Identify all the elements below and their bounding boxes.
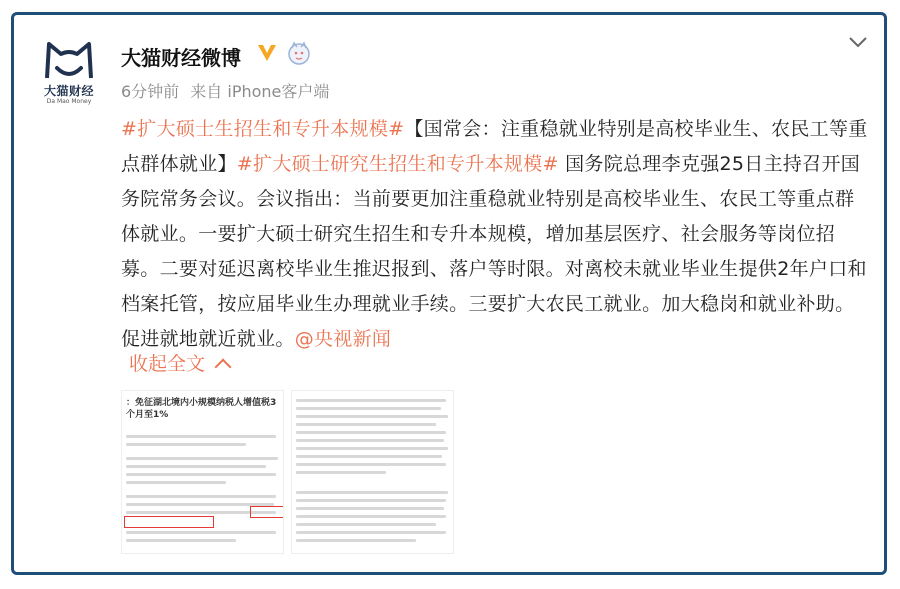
fan-badge-icon[interactable] xyxy=(286,40,312,66)
avatar-brand-en-text: Da Mao Money xyxy=(46,98,92,105)
username[interactable]: 大猫财经微博 xyxy=(121,46,241,70)
thumbnail-text-line xyxy=(126,443,246,446)
post-source: 来自 iPhone客户端 xyxy=(190,82,330,101)
thumbnail-text-line xyxy=(296,515,446,518)
cat-logo-icon xyxy=(41,38,97,86)
thumbnail-text-line xyxy=(296,523,436,526)
hashtag-link[interactable]: #扩大硕士研究生招生和专升本规模# xyxy=(236,153,559,175)
collapse-label: 收起全文 xyxy=(129,353,206,375)
thumbnail-text-line xyxy=(126,457,278,460)
thumbnail-text-line xyxy=(296,407,441,410)
post-content xyxy=(121,112,869,357)
thumbnail-text-line xyxy=(126,435,276,438)
thumbnail-text-line xyxy=(296,399,446,402)
thumbnail-text-line xyxy=(126,481,226,484)
thumbnail-text-line xyxy=(126,539,236,542)
thumbnail-text-line xyxy=(296,415,448,418)
thumbnail-text-line xyxy=(296,531,446,534)
highlight-box xyxy=(124,516,214,528)
thumbnail-text-line xyxy=(126,531,276,534)
avatar-brand-text: 大猫财经 xyxy=(43,84,94,98)
thumbnail-text-line xyxy=(296,439,444,442)
image-thumbnail[interactable] xyxy=(121,390,284,554)
post-meta xyxy=(121,79,335,102)
thumbnail-text-line xyxy=(296,463,446,466)
thumbnail-text-line xyxy=(296,455,442,458)
thumbnail-text-line xyxy=(296,499,446,502)
thumbnail-text-line xyxy=(126,465,266,468)
verified-v-icon xyxy=(256,42,278,64)
thumbnail-title: ：免征湖北境内小规模纳税人增值税3个月至1% xyxy=(126,398,277,420)
thumbnail-text-line xyxy=(296,423,436,426)
thumbnail-text-line xyxy=(296,447,448,450)
thumbnail-text-line xyxy=(126,495,276,498)
thumbnail-text-line xyxy=(296,507,444,510)
highlight-box xyxy=(250,506,284,518)
thumbnail-text-line xyxy=(126,473,276,476)
mention-link[interactable]: @央视新闻 xyxy=(294,328,392,350)
avatar[interactable] xyxy=(36,38,102,108)
thumbnail-text-line xyxy=(296,539,416,542)
content-text: 国务院总理李克强25日主持召开国务院常务会议。会议指出：当前要更加注重稳就业特别是高校毕业生、农民工等重点群体就业。一要扩大硕士研究生招生和专升本规模，增加基层医疗、社会服务等岗位招募。二要对延迟离校毕业生推迟报到、落户等时限。对离校未就业毕业生提供2年户口和档案托管，按应届毕业生办理就业手续。三要扩大农民工就业。加大稳岗和就业补助。促进就地就近就业。 xyxy=(121,153,867,350)
content-text: 【国常会：注重稳就业特别是高校毕业生、农民工等重点群体就业】 xyxy=(121,118,868,175)
chevron-down-icon[interactable] xyxy=(846,34,870,50)
collapse-button[interactable] xyxy=(129,349,229,376)
thumbnail-text-line xyxy=(296,431,446,434)
thumbnail-text-line xyxy=(296,471,386,474)
post-time[interactable]: 6分钟前 xyxy=(121,82,180,101)
hashtag-link[interactable]: #扩大硕士生招生和专升本规模# xyxy=(121,118,405,140)
thumbnail-text-line xyxy=(296,491,448,494)
chevron-up-icon xyxy=(215,359,232,376)
image-thumbnail[interactable] xyxy=(291,390,454,554)
